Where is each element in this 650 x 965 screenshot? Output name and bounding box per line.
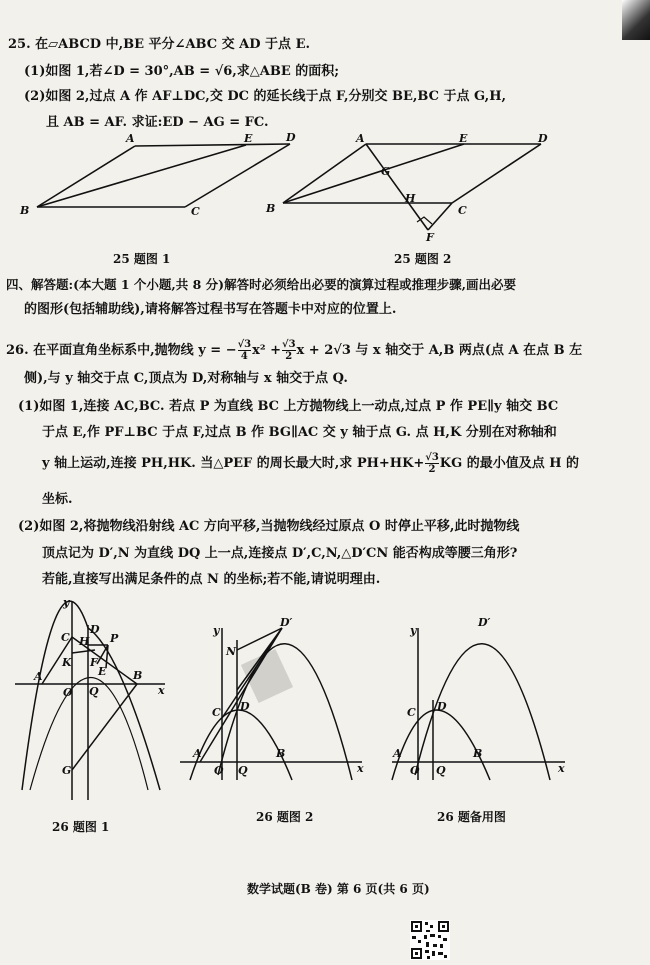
fig263-label-B: B — [473, 747, 483, 760]
fig261-label-P: P — [110, 632, 119, 645]
q26-part1-line4: 坐标. — [42, 492, 73, 507]
section4-line2: 的图形(包括辅助线),请将解答过程书写在答题卡中对应的位置上. — [24, 302, 397, 317]
fig261-label-D: D — [90, 623, 100, 636]
q26-frac3-den: 2 — [428, 464, 436, 475]
fig1-label-C: C — [191, 205, 200, 218]
fig262-label-D: D — [240, 700, 250, 713]
q26-fig1-caption: 26 题图 1 — [52, 820, 110, 834]
fig261-label-C: C — [61, 631, 70, 644]
fig263-label-C: C — [407, 706, 416, 719]
fig262-label-Dprime: D′ — [280, 616, 293, 629]
fig261-label-G: G — [62, 764, 72, 777]
q26-part2-line2: 顶点记为 D′,N 为直线 DQ 上一点,连接点 D′,C,N,△D′CN 能否构成等腰三角形? — [42, 546, 518, 561]
fig2-label-C: C — [458, 204, 467, 217]
fig262-label-Q: Q — [238, 764, 248, 777]
q26-frac1-num: √3 — [237, 339, 252, 350]
q25-fig1-caption: 25 题图 1 — [113, 252, 171, 266]
fig263-label-Dprime: D′ — [478, 616, 491, 629]
fig262-label-C: C — [212, 706, 221, 719]
fig1-label-D: D — [286, 131, 296, 144]
fig1-label-E: E — [244, 132, 253, 145]
q26-stem-b: x² + — [252, 343, 281, 358]
q26-frac2-num: √3 — [282, 339, 296, 350]
fig2-label-A: A — [356, 132, 365, 145]
fig262-label-y: y — [213, 624, 220, 637]
fig263-label-D: D — [437, 700, 447, 713]
fig262-label-N: N — [226, 645, 237, 658]
q26-frac1-den: 4 — [240, 351, 248, 362]
fig261-label-A: A — [34, 670, 43, 683]
fig261-label-x: x — [158, 684, 165, 697]
q26-part1-line2: 于点 E,作 PF⊥BC 于点 F,过点 B 作 BG∥AC 交 y 轴于点 G. 点 H,K 分别在对称轴和 — [42, 425, 557, 440]
q26-stem-a: 26. 在平面直角坐标系中,抛物线 y = − — [6, 343, 237, 358]
fig261-label-B: B — [133, 669, 143, 682]
q26-part1-line3b: KG 的最小值及点 H 的 — [439, 456, 580, 471]
fig263-label-x: x — [558, 762, 565, 775]
q25-part1: (1)如图 1,若∠D = 30°,AB = √6,求△ABE 的面积; — [24, 64, 340, 79]
fig2-label-G: G — [381, 165, 391, 178]
fig2-label-F: F — [426, 231, 434, 244]
fig261-label-H: H — [79, 635, 90, 648]
fig2-label-H: H — [405, 192, 416, 205]
fig261-label-O: O — [63, 686, 73, 699]
fig1-label-A: A — [126, 132, 135, 145]
q26-frac2-den: 2 — [285, 351, 293, 362]
q25-fig2-caption: 25 题图 2 — [394, 252, 452, 266]
fig261-label-F: F — [90, 656, 98, 669]
q25-part2-cont: 且 AB = AF. 求证:ED − AG = FC. — [46, 115, 269, 130]
page-footer: 数学试题(B 卷) 第 6 页(共 6 页) — [247, 882, 430, 896]
q26-part1-line3a: y 轴上运动,连接 PH,HK. 当△PEF 的周长最大时,求 PH+HK+ — [42, 456, 425, 471]
fig263-label-y: y — [410, 624, 417, 637]
q25-part2: (2)如图 2,过点 A 作 AF⊥DC,交 DC 的延长线于点 F,分别交 BE,BC 于点 G,H, — [24, 89, 507, 104]
qr-code-icon — [410, 920, 450, 960]
fig2-label-D: D — [538, 132, 548, 145]
q26-fig3-caption: 26 题备用图 — [437, 810, 506, 824]
q26-part1-line1: (1)如图 1,连接 AC,BC. 若点 P 为直线 BC 上方抛物线上一动点,过点 P 作 PE∥y 轴交 BC — [18, 399, 559, 414]
fig262-label-A: A — [193, 747, 202, 760]
fig261-label-Q: Q — [89, 685, 99, 698]
fig261-label-K: K — [62, 656, 72, 669]
fig1-label-B: B — [20, 204, 30, 217]
q26-fig2-caption: 26 题图 2 — [256, 810, 314, 824]
q26-part2-line3: 若能,直接写出满足条件的点 N 的坐标;若不能,请说明理由. — [42, 572, 381, 587]
fig2-label-E: E — [459, 132, 468, 145]
fig262-label-x: x — [357, 762, 364, 775]
fig261-label-E: E — [98, 665, 107, 678]
fig263-label-O: O — [410, 764, 420, 777]
q26-stem-cont: 侧),与 y 轴交于点 C,顶点为 D,对称轴与 x 轴交于点 Q. — [24, 371, 348, 386]
fig263-label-A: A — [393, 747, 402, 760]
fig261-label-y: y — [63, 596, 70, 609]
fig263-label-Q: Q — [436, 764, 446, 777]
fig2-label-B: B — [266, 202, 276, 215]
q26-stem-c: x + 2√3 与 x 轴交于 A,B 两点(点 A 在点 B 左 — [296, 343, 583, 358]
fig262-label-B: B — [276, 747, 286, 760]
q25-stem: 25. 在▱ABCD 中,BE 平分∠ABC 交 AD 于点 E. — [8, 37, 311, 52]
section4-line1: 四、解答题:(本大题 1 个小题,共 8 分)解答时必须给出必要的演算过程或推理步骤,画出必要 — [6, 277, 516, 292]
q26-frac3-num: √3 — [425, 452, 439, 463]
fig262-label-O: O — [214, 764, 224, 777]
q26-part2-line1: (2)如图 2,将抛物线沿射线 AC 方向平移,当抛物线经过原点 O 时停止平移,此时抛物线 — [18, 519, 520, 534]
